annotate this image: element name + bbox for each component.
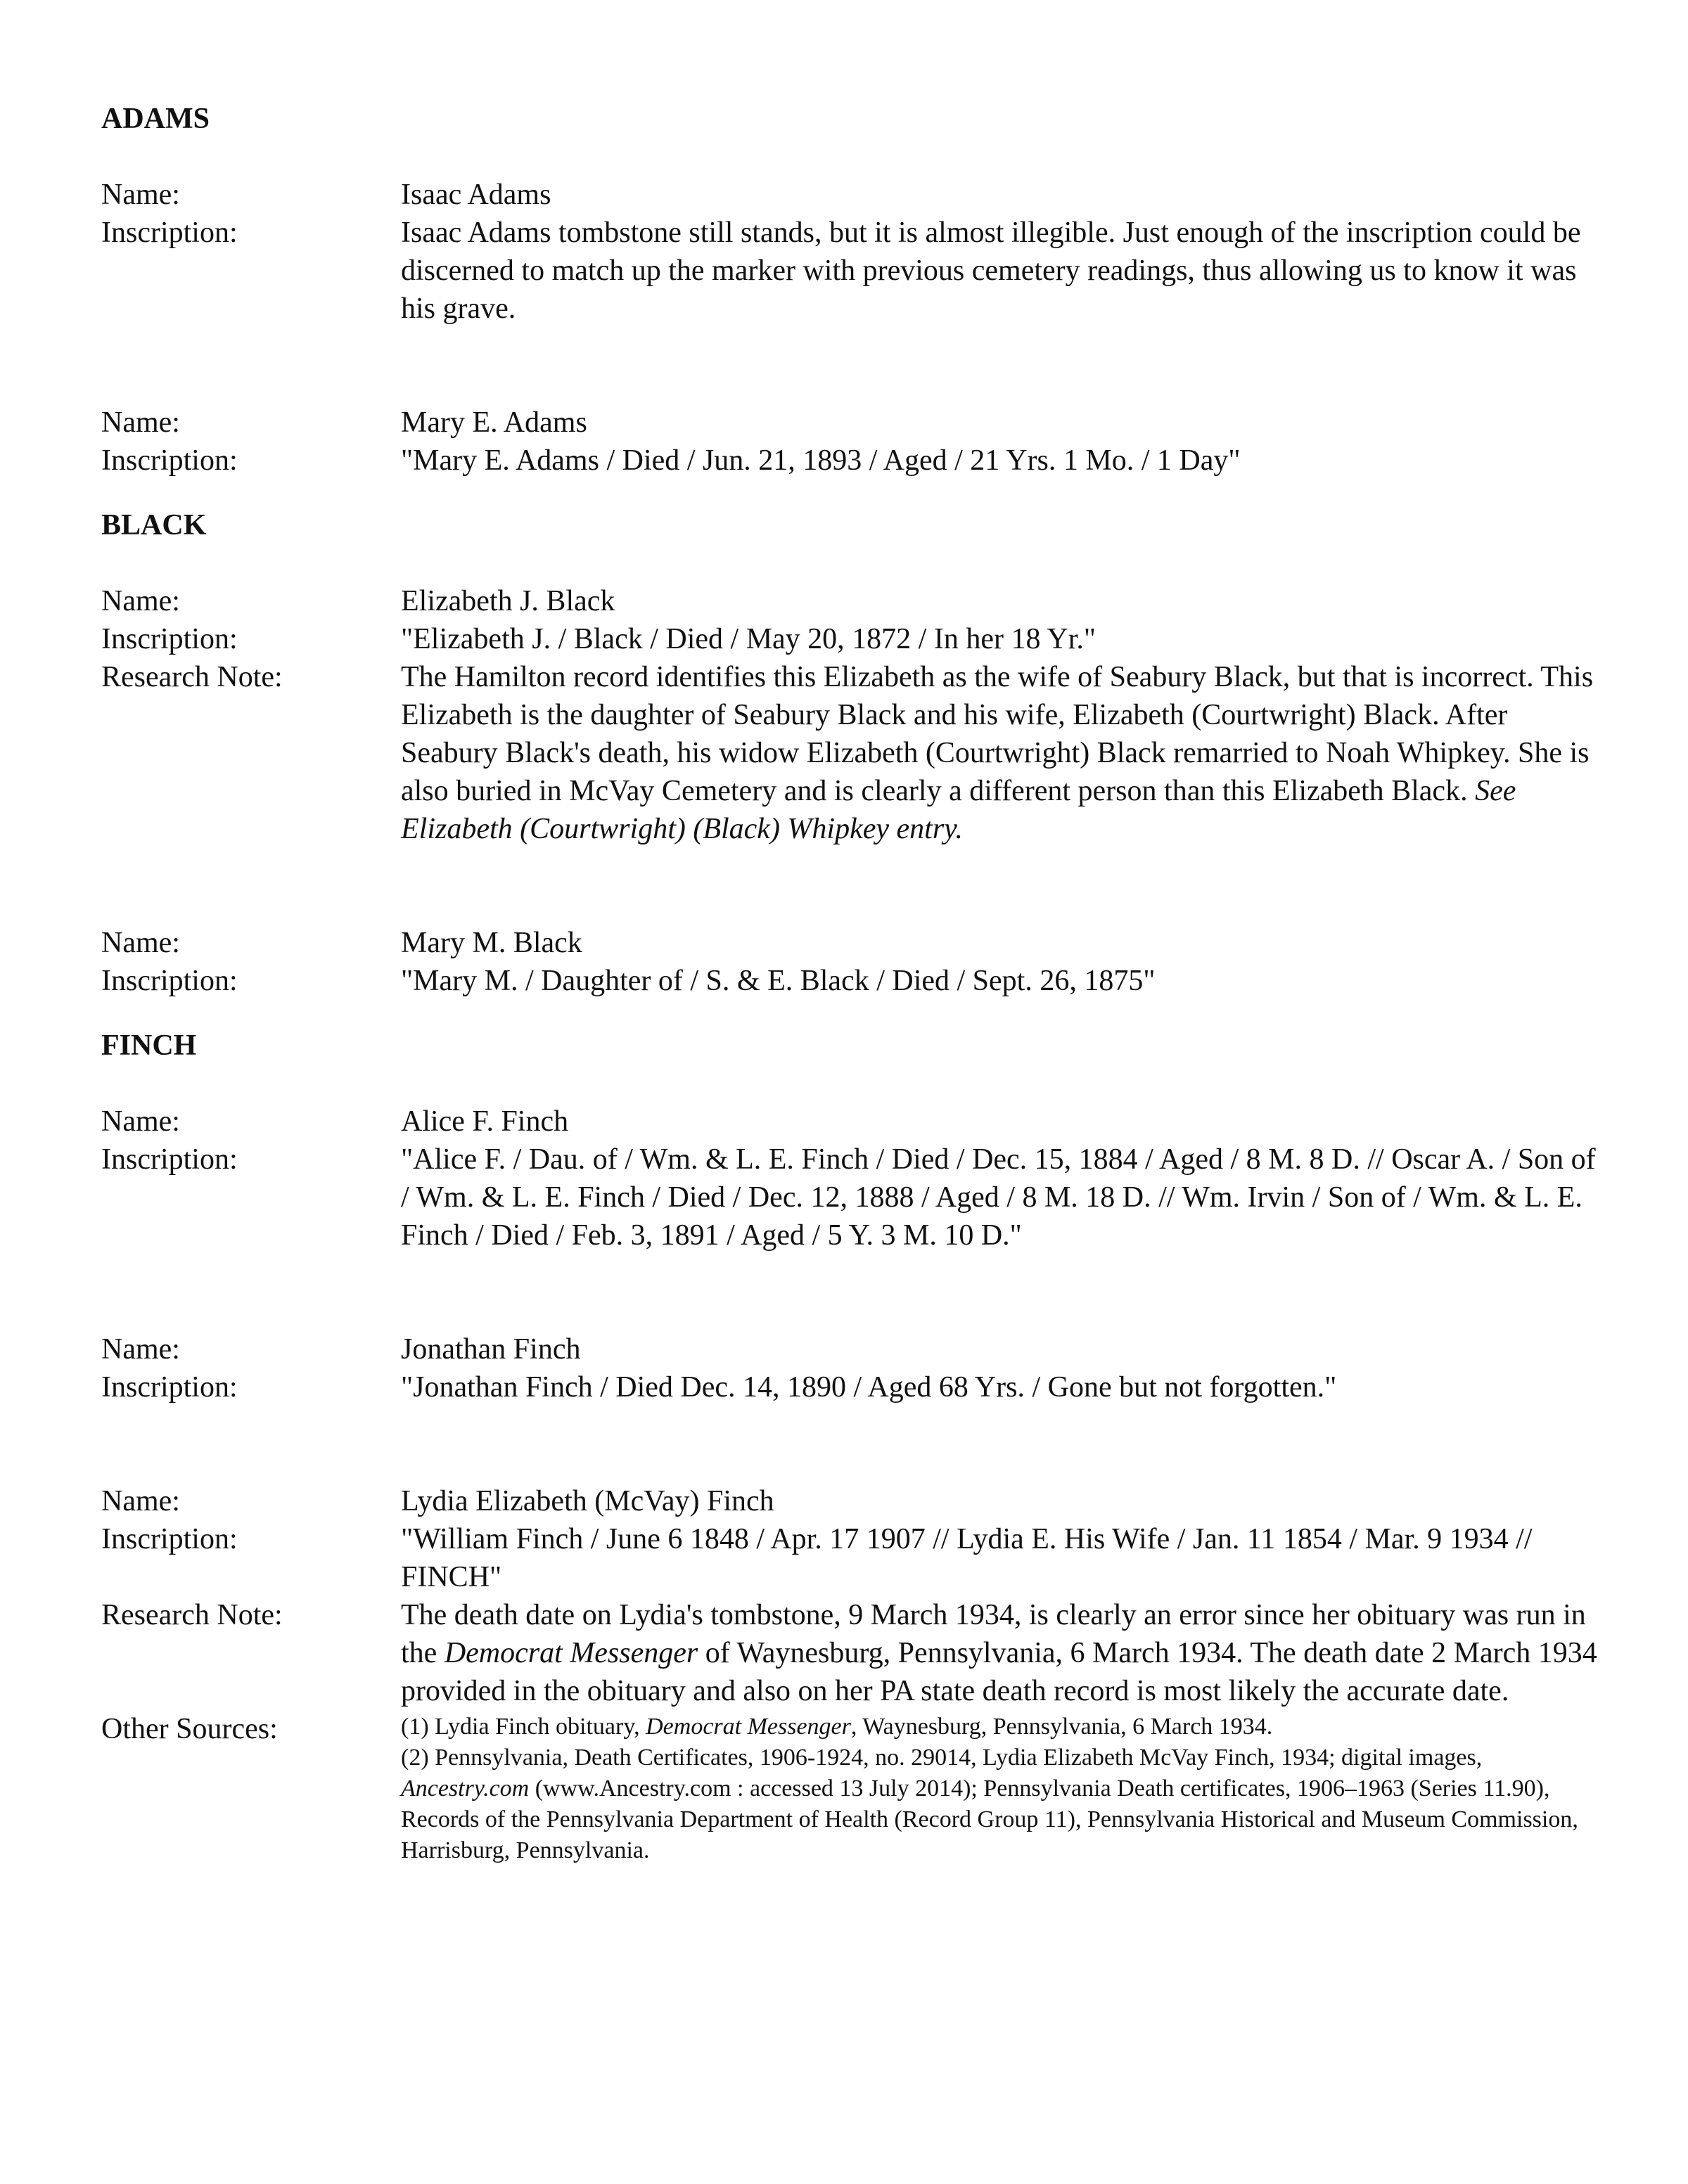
source-2-text: (2) Pennsylvania, Death Certificates, 1906-1924, no. 29014, Lydia Elizabeth McVay Finch, 1934; digital images,: [401, 1745, 1483, 1771]
see-also-reference: See Elizabeth (Courtwright) (Black) Whipkey entry.: [401, 775, 1516, 845]
newspaper-title: Democrat Messenger: [444, 1637, 698, 1669]
name-label: Name:: [101, 1485, 180, 1517]
inscription-label: Inscription:: [101, 444, 238, 477]
research-note-part1: The death date on Lydia's tombstone, 9 March 1934, is clearly an error since her obituary was run in the: [401, 1599, 1586, 1669]
name-label: Name:: [101, 927, 180, 959]
name-value: Alice F. Finch: [401, 1105, 569, 1138]
source-1-details: , Waynesburg, Pennsylvania, 6 March 1934.: [850, 1714, 1273, 1740]
inscription-label: Inscription:: [101, 965, 238, 997]
document-page: [101, 100, 1606, 1866]
inscription-label: Inscription:: [101, 623, 238, 655]
research-note-value: [401, 1596, 1606, 1710]
inscription-value: "Mary M. / Daughter of / S. & E. Black / Died / Sept. 26, 1875": [401, 965, 1156, 997]
inscription-label: Inscription:: [101, 1143, 238, 1176]
name-label: Name:: [101, 179, 180, 211]
other-sources-value: [401, 1710, 1606, 1866]
entry-isaac-adams: [101, 176, 1606, 328]
inscription-value: Isaac Adams tombstone still stands, but it is almost illegible. Just enough of the inscription could be discerned to match up the marker with previous cemetery readings, thus allowing us to know it was his grave.: [401, 217, 1581, 325]
name-label: Name:: [101, 1333, 180, 1366]
source-2-details: (www.Ancestry.com : accessed 13 July 2014); Pennsylvania Death certificates, 1906–1963 (Series 11.90), Records of the Pennsylvania Department of Health (Record Group 11), Pennsylvania Historical and Museum Commission, Harrisburg, Pennsylvania.: [401, 1775, 1578, 1863]
other-sources-label: Other Sources:: [101, 1713, 278, 1745]
research-note-value: [401, 658, 1606, 848]
inscription-value: "Mary E. Adams / Died / Jun. 21, 1893 / Aged / 21 Yrs. 1 Mo. / 1 Day": [401, 444, 1241, 477]
inscription-label: Inscription:: [101, 1523, 238, 1555]
name-value: Jonathan Finch: [401, 1333, 581, 1366]
research-note-part2: of Waynesburg, Pennsylvania, 6 March 1934. The death date 2 March 1934 provided in the obituary and also on her PA state death record is most likely the accurate date.: [401, 1637, 1597, 1707]
surname-heading-finch: FINCH: [101, 1029, 197, 1062]
source-2: [401, 1742, 1606, 1866]
name-value: Isaac Adams: [401, 179, 551, 211]
name-value: Lydia Elizabeth (McVay) Finch: [401, 1485, 774, 1517]
source-1-publication: Democrat Messenger: [646, 1714, 851, 1740]
inscription-value: "Jonathan Finch / Died Dec. 14, 1890 / Aged 68 Yrs. / Gone but not forgotten.": [401, 1371, 1337, 1403]
inscription-value: "William Finch / June 6 1848 / Apr. 17 1907 // Lydia E. His Wife / Jan. 11 1854 / Mar. 9 1934 // FINCH": [401, 1523, 1533, 1593]
name-label: Name:: [101, 406, 180, 439]
entry-mary-m-black: [101, 924, 1606, 1000]
name-label: Name:: [101, 1105, 180, 1138]
entry-elizabeth-j-black: [101, 582, 1606, 848]
name-value: Mary M. Black: [401, 927, 582, 959]
entry-lydia-finch: [101, 1482, 1606, 1866]
inscription-value: "Alice F. / Dau. of / Wm. & L. E. Finch / Died / Dec. 15, 1884 / Aged / 8 M. 8 D. // Oscar A. / Son of / Wm. & L. E. Finch / Died / Dec. 12, 1888 / Aged / 8 M. 18 D. // Wm. Irvin / Son of / Wm. & L. E. Finch / Died / Feb. 3, 1891 / Aged / 5 Y. 3 M. 10 D.": [401, 1143, 1596, 1252]
name-value: Elizabeth J. Black: [401, 585, 615, 617]
research-note-text: The Hamilton record identifies this Elizabeth as the wife of Seabury Black, but that is incorrect. This Elizabeth is the daughter of Seabury Black and his wife, Elizabeth (Courtwright) Black. After Seabury Black's death, his widow Elizabeth (Courtwright) Black remarried to Noah Whipkey. She is also buried in McVay Cemetery and is clearly a different person than this Elizabeth Black.: [401, 661, 1594, 807]
entry-alice-f-finch: [101, 1103, 1606, 1254]
name-value: Mary E. Adams: [401, 406, 587, 439]
source-2-website: Ancestry.com: [401, 1775, 530, 1801]
source-1-text: (1) Lydia Finch obituary,: [401, 1714, 646, 1740]
source-1: [401, 1711, 1606, 1742]
entry-jonathan-finch: [101, 1330, 1606, 1406]
research-note-label: Research Note:: [101, 1599, 283, 1631]
name-label: Name:: [101, 585, 180, 617]
inscription-label: Inscription:: [101, 1371, 238, 1403]
surname-heading-adams: ADAMS: [101, 103, 210, 135]
entry-mary-e-adams: [101, 404, 1606, 480]
inscription-value: "Elizabeth J. / Black / Died / May 20, 1872 / In her 18 Yr.": [401, 623, 1096, 655]
inscription-label: Inscription:: [101, 217, 238, 249]
surname-heading-black: BLACK: [101, 509, 207, 541]
research-note-label: Research Note:: [101, 661, 283, 693]
